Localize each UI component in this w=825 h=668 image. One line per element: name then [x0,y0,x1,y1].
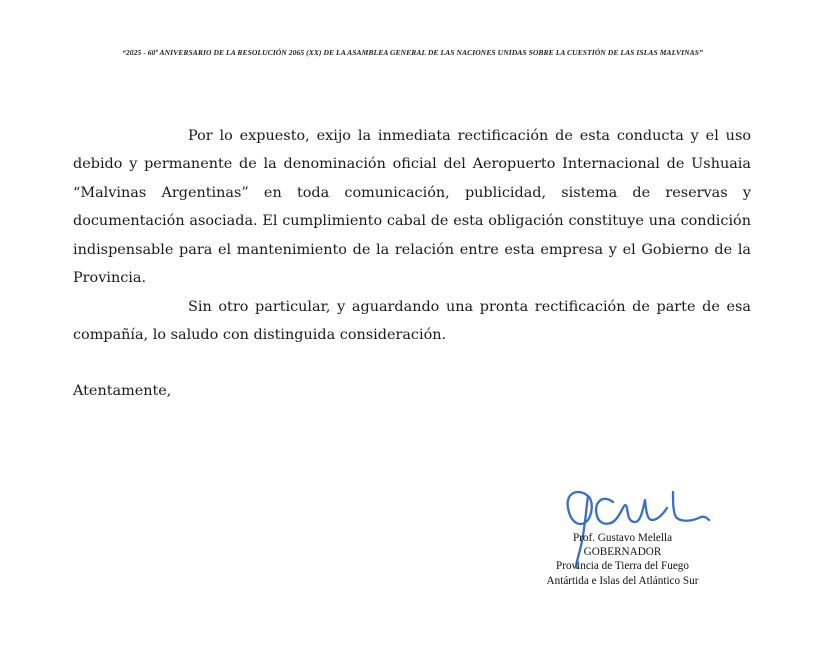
closing-salutation: Atentamente, [73,383,172,399]
signer-province-line-1: Provincia de Tierra del Fuego [556,560,689,573]
signer-name: Prof. Gustavo Melella [572,532,673,544]
signature-stroke [673,492,709,521]
signer-province-line-2: Antártida e Islas del Atlántico Sur [546,574,699,587]
signature-block [520,531,725,588]
signature-stroke [596,499,617,524]
body-paragraph-2 [73,293,751,350]
body-paragraph-1 [73,122,751,292]
header-motto: “2025 - 60º ANIVERSARIO DE LA RESOLUCIÓN 2065 (XX) DE LA ASAMBLEA GENERAL DE LAS NACIONES UNIDAS SOBRE LA CUESTIÓN DE LAS ISLAS MALVINAS” [122,48,703,57]
body-paragraph-2-text: Sin otro particular, y aguardando una pronta rectificación de parte de esa compañía, lo saludo con distinguida consideración. [73,299,751,344]
signature-stroke [617,500,667,522]
body-paragraph-1-text: Por lo expuesto, exijo la inmediata rectificación de esta conducta y el uso debido y permanente de la denominación oficial del Aeropuerto Internacional de Ushuaia “Malvinas Argentinas” en toda comunicación, publicidad, sistema de reservas y documentación asociada. El cumplimiento cabal de esta obligación constituye una condición indispensable para el mantenimiento de la relación entre esta empresa y el Gobierno de la Provincia. [73,128,751,287]
signer-title: GOBERNADOR [583,546,662,559]
